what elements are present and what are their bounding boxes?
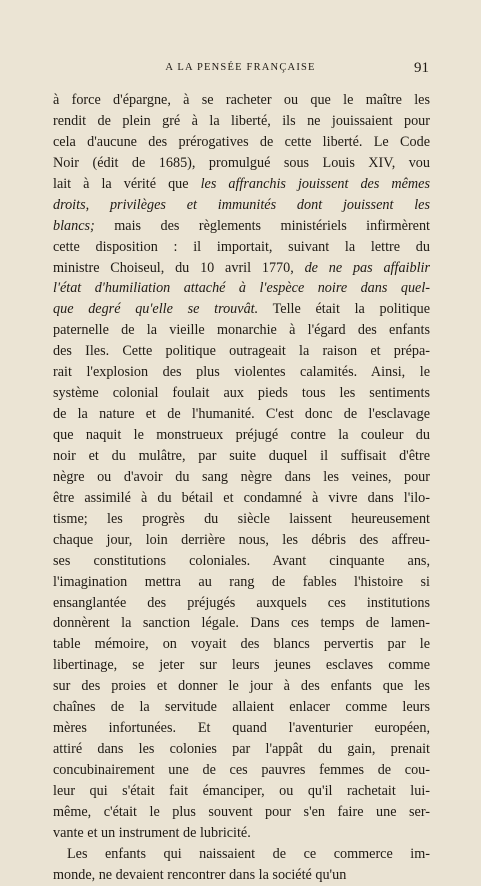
- text-segment: Les enfants qui naissaient de ce commerce im-: [67, 845, 430, 862]
- page-number: 91: [414, 60, 429, 76]
- text-line: [53, 697, 430, 718]
- text-segment: rendit de plein gré à la liberté, ils ne jouissaient pour: [53, 112, 430, 129]
- text-segment: tisme; les progrès du siècle laissent heureusement: [53, 510, 430, 527]
- text-line: [53, 90, 430, 111]
- text-segment: attiré dans les colonies par l'appât du gain, prenait: [53, 741, 430, 758]
- text-line: [53, 634, 430, 655]
- text-line: [53, 781, 430, 802]
- text-line: [53, 383, 430, 404]
- text-line: [53, 551, 430, 572]
- text-segment: lait à la vérité que: [53, 175, 201, 192]
- text-segment: ministre Choiseul, du 10 avril 1770,: [53, 259, 305, 276]
- text-segment: de la nature et de l'humanité. C'est donc de l'esclavage: [53, 406, 430, 423]
- text-segment: chaînes de la servitude allaient enlacer comme leurs: [53, 699, 430, 716]
- text-line: [53, 258, 430, 279]
- text-segment: paternelle de la vieille monarchie à l'égard des enfants: [53, 322, 430, 339]
- text-segment: chaque jour, loin derrière nous, les débris des affreu-: [53, 531, 430, 548]
- text-line: [53, 320, 430, 341]
- text-line: [53, 446, 430, 467]
- text-line: [53, 299, 430, 320]
- text-segment: même, c'était le plus souvent pour s'en faire une ser-: [53, 803, 430, 820]
- running-title: A LA PENSÉE FRANÇAISE: [165, 62, 316, 73]
- body-text: [53, 90, 430, 886]
- text-line: [53, 593, 430, 614]
- text-segment: libertinage, se jeter sur leurs jeunes esclaves comme: [53, 657, 430, 674]
- text-line: [53, 237, 430, 258]
- text-segment: rait l'explosion des plus violentes calamités. Ainsi, le: [53, 364, 430, 381]
- running-head: [0, 60, 481, 80]
- text-line: [53, 613, 430, 634]
- text-line: [53, 153, 430, 174]
- text-segment: leur qui s'était fait émanciper, ou qu'il rachetait lui-: [53, 782, 430, 799]
- text-segment: Noir (édit de 1685), promulgué sous Louis XIV, vou: [53, 154, 430, 171]
- italic-text-segment: droits, privilèges et immunités dont jouissent les: [53, 196, 430, 213]
- text-line: [53, 216, 430, 237]
- text-segment: cette disposition : il importait, suivant la lettre du: [53, 238, 430, 255]
- text-line: [53, 655, 430, 676]
- text-line: [53, 509, 430, 530]
- text-segment: table mémoire, on voyait des blancs pervertis par le: [53, 636, 430, 653]
- text-segment: cela d'aucune des prérogatives de cette liberté. Le Code: [53, 133, 430, 150]
- text-line: [53, 132, 430, 153]
- text-line: [53, 278, 430, 299]
- text-segment: des Iles. Cette politique outrageait la raison et prépa-: [53, 343, 430, 360]
- text-segment: ses constitutions coloniales. Avant cinquante ans,: [53, 552, 430, 569]
- text-segment: sur des proies et donner le jour à des enfants que les: [53, 678, 430, 695]
- text-segment: donnèrent la sanction légale. Dans ces temps de lamen-: [53, 615, 430, 632]
- text-line: [53, 530, 430, 551]
- text-segment: monde, ne devaient rencontrer dans la société qu'un: [53, 866, 347, 883]
- text-line: [53, 844, 430, 865]
- text-line: [53, 865, 430, 886]
- text-line: [53, 467, 430, 488]
- text-segment: concubinairement une de ces pauvres femmes de cou-: [53, 762, 430, 778]
- text-line: [53, 174, 430, 195]
- text-segment: nègre ou d'avoir du sang nègre dans les veines, pour: [53, 468, 430, 485]
- text-segment: à force d'épargne, à se racheter ou que le maître les: [53, 92, 430, 108]
- text-segment: l'imagination mettra au rang de fables l'histoire si: [53, 573, 430, 590]
- text-line: [53, 362, 430, 383]
- text-line: [53, 739, 430, 760]
- italic-text-segment: blancs;: [53, 217, 95, 234]
- text-line: [53, 341, 430, 362]
- italic-text-segment: de ne pas affaiblir: [304, 259, 430, 276]
- text-line: [53, 195, 430, 216]
- text-line: [53, 676, 430, 697]
- italic-text-segment: les affranchis jouissent des mêmes: [200, 175, 430, 192]
- text-line: [53, 488, 430, 509]
- text-line: [53, 111, 430, 132]
- text-segment: système colonial foulait aux pieds tous les sentiments: [53, 385, 430, 402]
- text-segment: être assimilé à du bétail et condamné à vivre dans l'ilo-: [53, 489, 430, 506]
- text-line: [53, 823, 430, 844]
- text-segment: que naquit le monstrueux préjugé contre la couleur du: [53, 427, 430, 443]
- text-line: [53, 802, 430, 823]
- text-segment: noir et du mulâtre, par suite duquel il suffisait d'être: [53, 447, 430, 464]
- text-segment: mères infortunées. Et quand l'aventurier européen,: [53, 720, 430, 737]
- text-segment: vante et un instrument de lubricité.: [53, 824, 251, 841]
- text-line: [53, 404, 430, 425]
- text-line: [53, 760, 430, 781]
- italic-text-segment: l'état d'humiliation attaché à l'espèce noire dans quel-: [53, 280, 430, 297]
- text-segment: ensanglantée des préjugés auxquels ces institutions: [53, 594, 430, 611]
- text-line: [53, 718, 430, 739]
- text-segment: mais des règlements ministériels infirmèrent: [94, 217, 430, 234]
- text-segment: Telle était la politique: [258, 301, 430, 318]
- text-line: [53, 572, 430, 593]
- italic-text-segment: que degré qu'elle se trouvât.: [53, 301, 259, 318]
- text-line: [53, 425, 430, 446]
